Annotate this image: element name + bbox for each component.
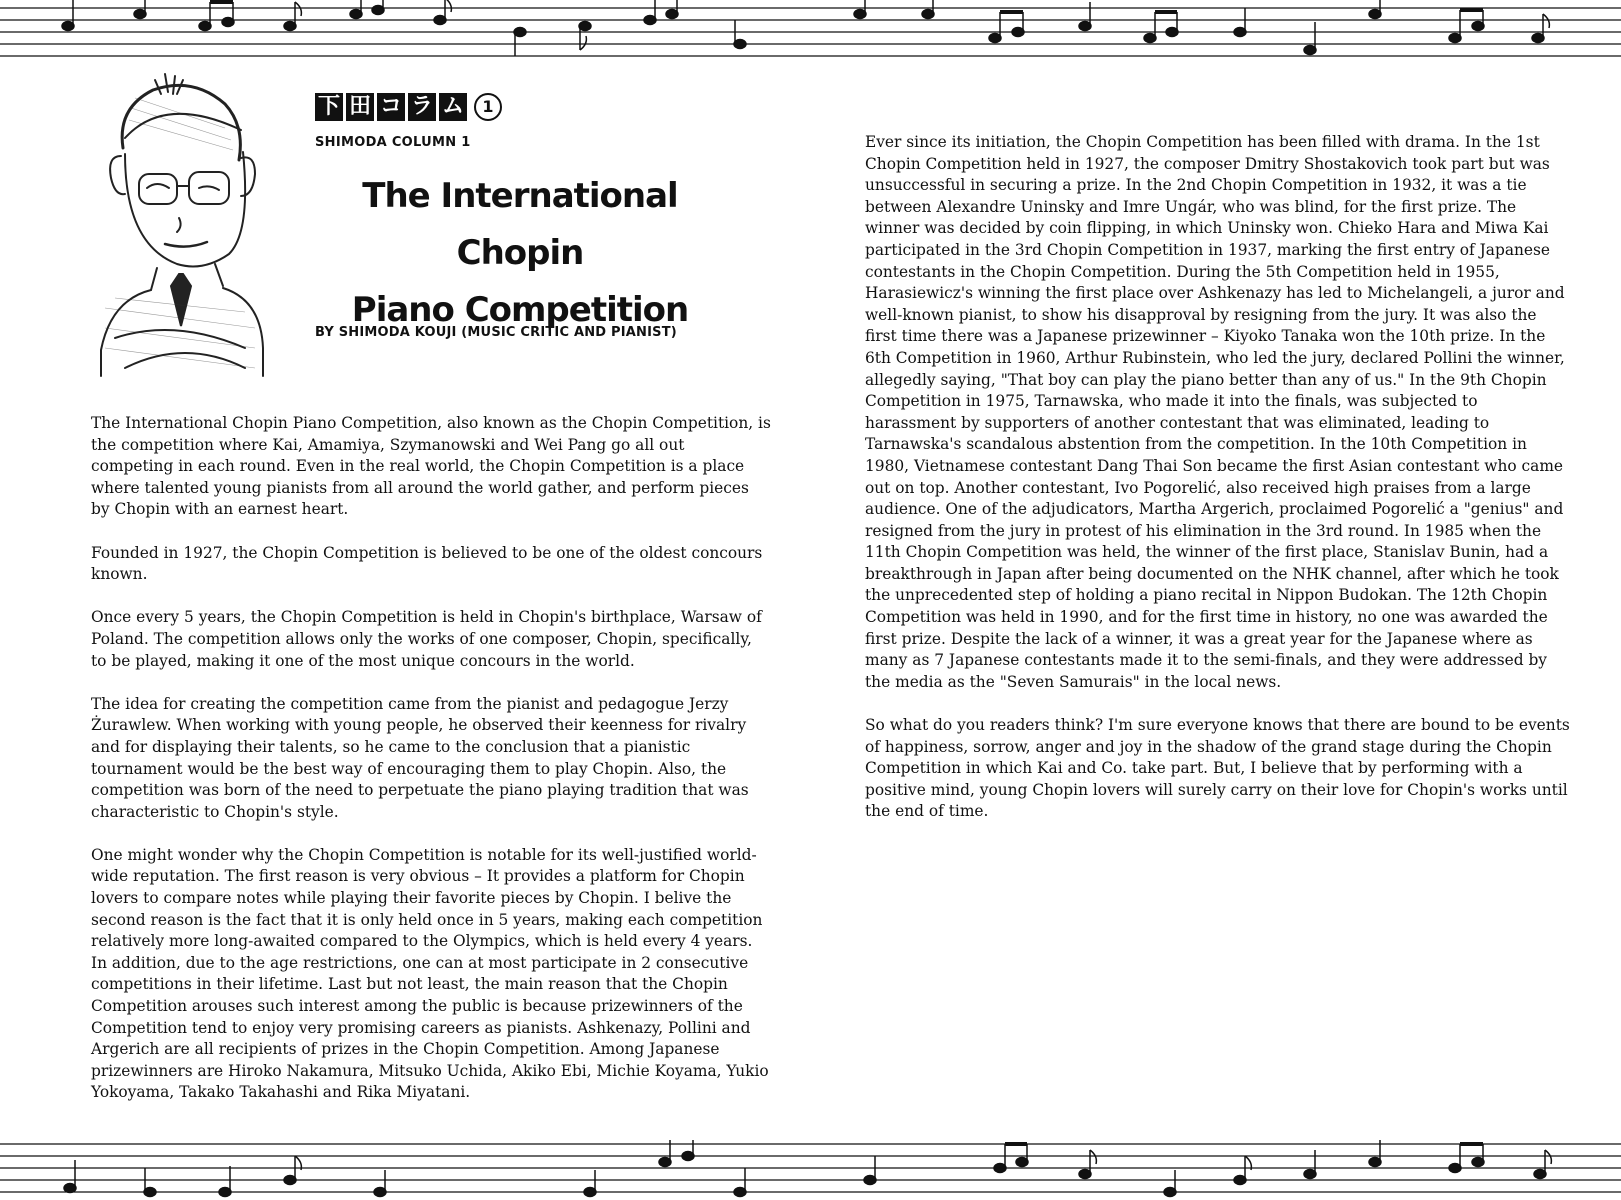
paragraph: Founded in 1927, the Chopin Competition is believed to be one of the oldest concours known. <box>91 543 763 584</box>
page-title <box>320 168 720 339</box>
title-line-1: The International Chopin <box>362 176 678 273</box>
left-column-text <box>91 413 771 1126</box>
badge-char: 田 <box>346 93 374 121</box>
column-label: SHIMODA COLUMN 1 <box>315 135 471 150</box>
paragraph: So what do you readers think? I'm sure everyone knows that there are bound to be events of happiness, sorrow, anger and joy in the shadow of the grand stage during the Chopin Competition in which Kai and Co. take part. But, I believe that by performing with a positive mind, young Chopin lovers will surely carry on their love for Chopin's works until the end of time. <box>865 716 1570 821</box>
author-portrait-sketch <box>95 68 265 378</box>
badge-char: ム <box>439 93 467 121</box>
badge-char: ラ <box>408 93 436 121</box>
badge-number: 1 <box>474 93 502 121</box>
paragraph: The International Chopin Piano Competition, also known as the Chopin Competition, is the competition where Kai, Amamiya, Szymanowski and Wei Pang go all out competing in each round. Even in the real world, the Chopin Competition is a place where talented young pianists from all around the world gather, and perform pieces by Chopin with an earnest heart. <box>91 414 771 519</box>
column-badge <box>315 93 502 121</box>
music-staff-bottom <box>0 1140 1621 1200</box>
paragraph: The idea for creating the competition came from the pianist and pedagogue Jerzy Żurawlew. When working with young people, he observed their keenness for rivalry and for displaying their talents, so he came to the conclusion that a pianistic tournament would be the best way of encouraging them to play Chopin. Also, the competition was born of the need to perpetuate the piano playing tradition that was characteristic to Chopin's style. <box>91 694 749 821</box>
paragraph: Once every 5 years, the Chopin Competition is held in Chopin's birthplace, Warsaw of Poland. The competition allows only the works of one composer, Chopin, specifically, to be played, making it one of the most unique concours in the world. <box>91 608 762 670</box>
music-staff-top <box>0 0 1621 60</box>
paragraph: Ever since its initiation, the Chopin Competition has been filled with drama. In the 1st Chopin Competition held in 1927, the composer Dmitry Shostakovich took part but was unsuccessful in securing a prize. In the 2nd Chopin Competition in 1932, it was a tie between Alexandre Uninsky and Imre Ungár, who was blind, for the first prize. The winner was decided by coin flipping, in which Uninsky won. Chieko Hara and Miwa Kai participated in the 3rd Chopin Competition in 1937, marking the first entry of Japanese contestants in the Chopin Competition. During the 5th Competition held in 1955, Harasiewicz's winning the first place over Ashkenazy has led to Michelangeli, a juror and well-known pianist, to show his disapproval by resigning from the jury. It was also the first time there was a Japanese prizewinner – Kiyoko Tanaka won the 10th prize. In the 6th Competition in 1960, Arthur Rubinstein, who led the jury, declared Pollini the winner, allegedly saying, "That boy can play the piano better than any of us." In the 9th Chopin Competition in 1975, Tarnawska, who made it into the finals, was subjected to harassment by supporters of another contestant that was eliminated, leading to Tarnawska's scandalous abstention from the competition. In the 10th Competition in 1980, Vietnamese contestant Dang Thai Son became the first Asian contestant who came out on top. Another contestant, Ivo Pogorelić, also received high praises from a large audience. One of the adjudicators, Martha Argerich, proclaimed Pogorelić a "genius" and resigned from the jury in protest of his elimination in the 3rd round. In 1985 when the 11th Chopin Competition was held, the winner of the first place, Stanislav Bunin, had a breakthrough in Japan after being documented on the NHK channel, after which he took the unprecedented step of holding a piano recital in Nippon Budokan. The 12th Chopin Competition was held in 1990, and for the first time in history, no one was awarded the first prize. Despite the lack of a winner, it was a great year for the Japanese where as many as 7 Japanese contestants made it to the semi-finals, and they were addressed by the media as the "Seven Samurais" in the local news. <box>865 133 1565 691</box>
right-column-text <box>865 132 1570 845</box>
title-line-2: Piano Competition <box>351 290 689 330</box>
badge-char: 下 <box>315 93 343 121</box>
paragraph: One might wonder why the Chopin Competition is notable for its well-justified world-wide reputation. The first reason is very obvious – It provides a platform for Chopin lovers to compare notes while playing their favorite pieces by Chopin. I belive the second reason is the fact that it is only held once in 5 years, making each competition relatively more long-awaited compared to the Olympics, which is held every 4 years. In addition, due to the age restrictions, one can at most participate in 2 consecutive competitions in their lifetime. Last but not least, the main reason that the Chopin Competition arouses such interest among the public is because prizewinners of the Competition tend to enjoy very promising careers as pianists. Ashkenazy, Pollini and Argerich are all recipients of prizes in the Chopin Competition. Among Japanese prizewinners are Hiroko Nakamura, Mitsuko Uchida, Akiko Ebi, Michie Koyama, Yukio Yokoyama, Takako Takahashi and Rika Miyatani. <box>91 845 769 1102</box>
byline: BY SHIMODA KOUJI (MUSIC CRITIC AND PIANIST) <box>315 325 677 340</box>
badge-char: コ <box>377 93 405 121</box>
